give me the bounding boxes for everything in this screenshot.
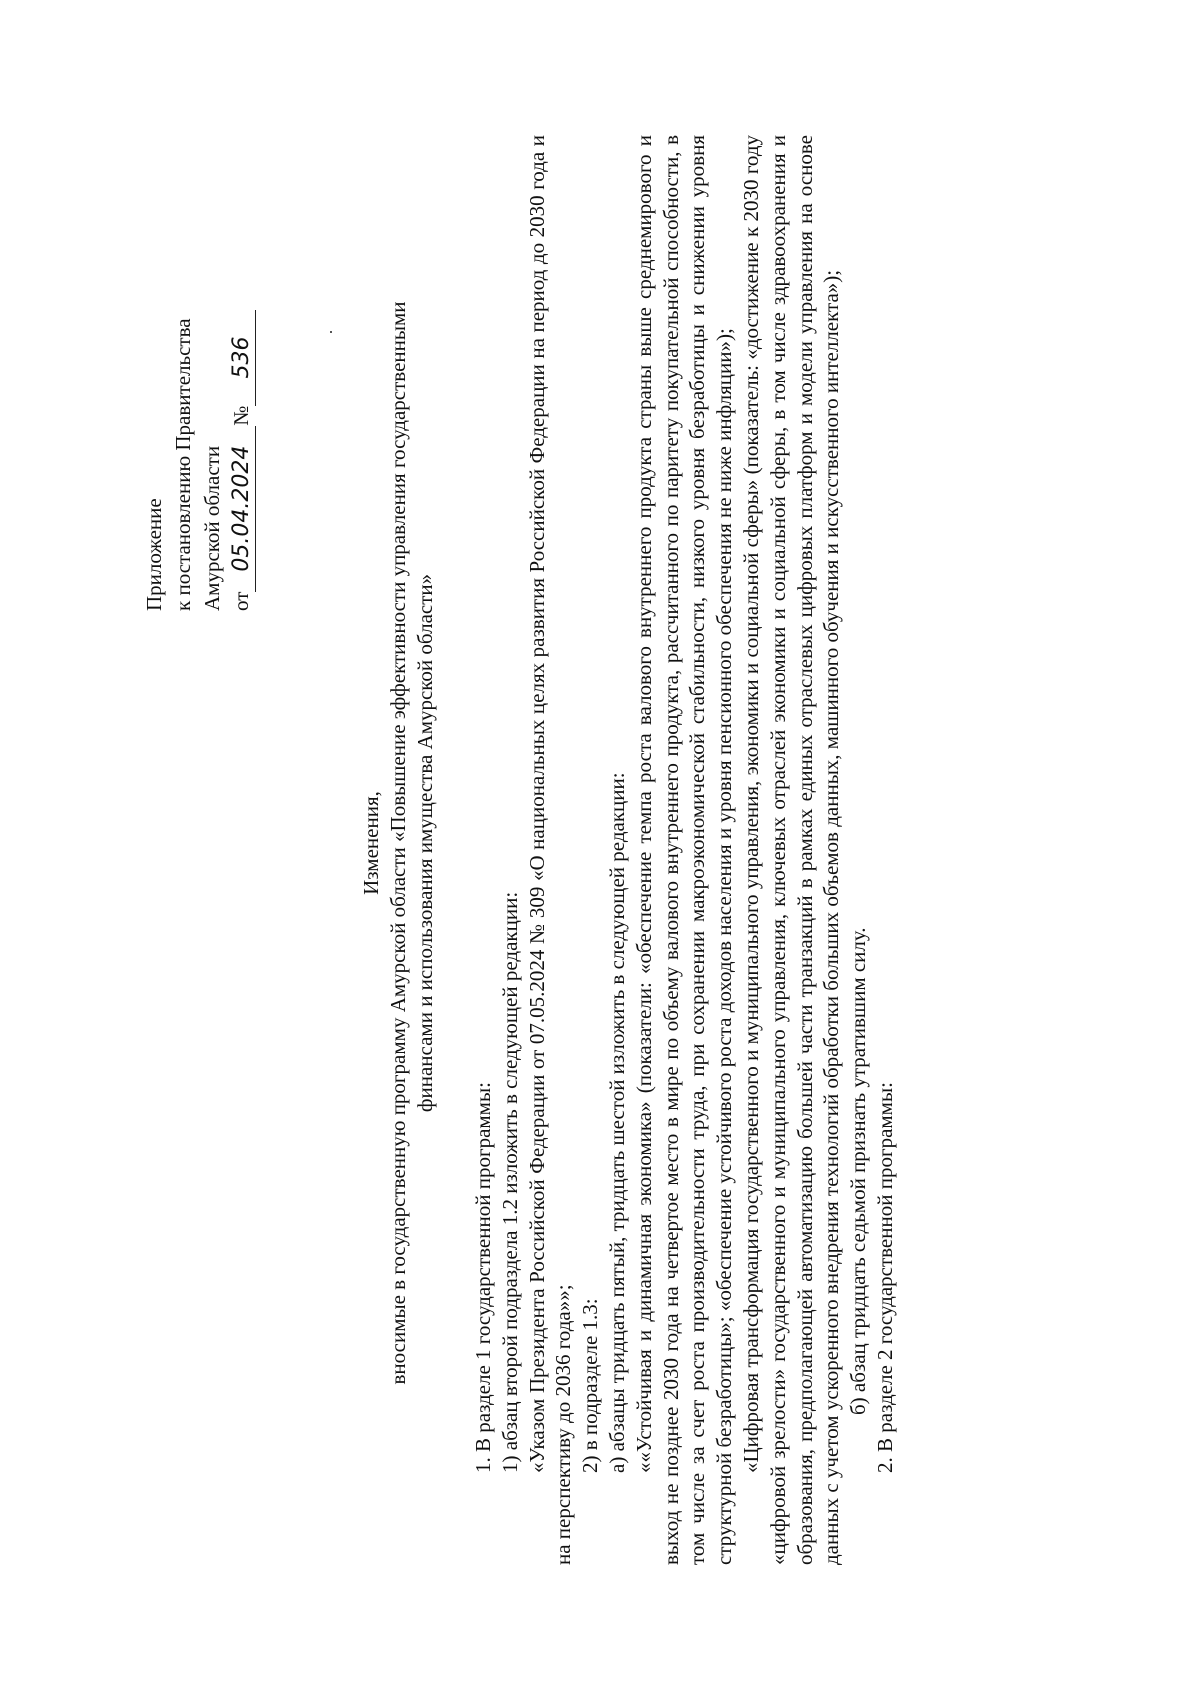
paragraph-3: «Указом Президента Российской Федерации от 07.05.2024 № 309 «О национальных целях развития Российской Федерации на период до 2030 года и на перспективу до 2036 года»»; [524, 135, 576, 1565]
appendix-title: Приложение [142, 498, 166, 611]
paragraph-7: «Цифровая трансформация государственного и муниципального управления, экономики и социальной сферы» (показатель: «достижение к 2030 году «цифровой зрелости» государственного и муниципального управления, ключевых отраслей экономики и социальной сферы, в том числе здравоохранения и образования, предполагающей автоматизацию большей части транзакций в рамках единых отраслевых цифровых платформ и модели управления на основе данных с учетом ускоренного внедрения технологий обработки больших объемов данных, машинного обучения и искусственного интеллекта»); [738, 135, 844, 1565]
number-label: № [229, 405, 253, 426]
paragraph-5: а) абзацы тридцать пятый, тридцать шестой изложить в следующей редакции: [604, 772, 629, 1473]
heading-line3: финансами и использования имущества Амурской области» [413, 573, 437, 1113]
paragraph-2: 1) абзац второй подраздела 1.2 изложить в следующей редакции: [497, 891, 522, 1473]
document-heading [358, 253, 439, 1433]
appendix-block [140, 191, 256, 611]
appendix-date-line [227, 191, 256, 611]
scan-speck [330, 331, 332, 333]
paragraph-4: 2) в подразделе 1.3: [578, 1298, 603, 1473]
appendix-line3: Амурской области [200, 445, 224, 611]
paragraph-1: 1. В разделе 1 государственной программы: [471, 1082, 495, 1473]
appendix-line2: к постановлению Правительства [171, 318, 195, 611]
handwritten-date: 05.04.2024 [229, 426, 256, 592]
handwritten-number: 536 [229, 310, 256, 406]
paragraph-9: 2. В разделе 2 государственной программы: [872, 1082, 897, 1473]
heading-line2: вносимые в государственную программу Амурской области «Повышение эффективности управления государственными [386, 301, 410, 1385]
document-body [470, 135, 899, 1565]
from-label: от [229, 591, 253, 611]
heading-title: Изменения, [359, 791, 383, 895]
paragraph-6: ««Устойчивая и динамичная экономика» (показатели: «обеспечение темпа роста валового внутреннего продукта страны выше среднемирового и выход не позднее 2030 года на четвертое место в мире по объему валового внутреннего продукта, рассчитанного по паритету покупательной способности, в том числе за счет роста производительности труда, при сохранении макроэкономической стабильности, низкого уровня безработицы и снижении уровня структурной безработицы»; «обеспечение устойчивого роста доходов населения и уровня пенсионного обеспечения не ниже инфляции»); [631, 135, 737, 1565]
paragraph-8: б) абзац тридцать седьмой признать утратившим силу. [846, 927, 871, 1415]
